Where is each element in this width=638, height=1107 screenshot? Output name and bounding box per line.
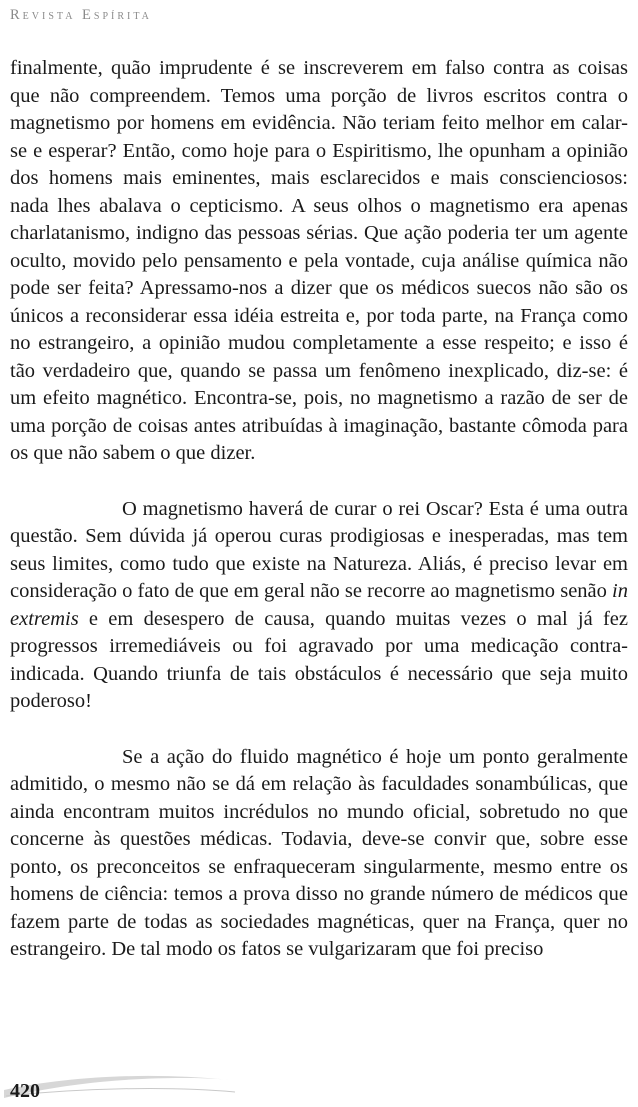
paragraph-2-before: O magnetismo haverá de curar o rei Oscar? Esta é uma outra questão. Sem dúvida já operou curas prodigiosas e inesperadas, mas tem seus limites, como tudo que existe na Natureza. Aliás, é preciso levar em consideração o fato de que em geral não se recorre ao magnetismo senão [10,497,628,602]
body-text [10,55,628,964]
paragraph-2 [10,496,628,716]
emphasis-in-extremis: in extremis [10,580,628,630]
page-number: 420 [10,1080,40,1102]
paragraph-3: Se a ação do fluido magnético é hoje um ponto geralmente admitido, o mesmo não se dá em relação às faculdades sonambúlicas, que ainda encontram muitos incrédulos no mundo oficial, sobretudo no que concerne às questões médicas. Todavia, deve-se convir que, sobre esse ponto, os preconceitos se enfraqueceram singularmente, mesmo entre os homens de ciência: temos a prova disso no grande número de médicos que fazem parte de todas as sociedades magnéticas, quer na França, quer no estrangeiro. De tal modo os fatos se vulgarizaram que foi preciso [10,745,628,960]
page-footer [0,1066,638,1107]
paragraph-2-after: e em desespero de causa, quando muitas vezes o mal já fez progressos irremediáveis ou foi agravado por uma medicação contra-indicada. Quando triunfa de tais obstáculos é necessário que seja muito poderoso! [10,607,628,712]
paragraph-1: finalmente, quão imprudente é se inscreverem em falso contra as coisas que não compreendem. Temos uma porção de livros escritos contra o magnetismo por homens em evidência. Não teriam feito melhor em calar-se e esperar? Então, como hoje para o Espiritismo, lhe opunham a opinião dos homens mais eminentes, mais esclarecidos e mais conscienciosos: nada lhes abalava o cepticismo. A seus olhos o magnetismo era apenas charlatanismo, indigno das pessoas sérias. Que ação poderia ter um agente oculto, movido pelo pensamento e pela vontade, cuja análise química não pode ser feita? Apressamo-nos a dizer que os médicos suecos não são os únicos a reconsiderar essa idéia estreita e, por toda parte, na França como no estrangeiro, a opinião mudou completamente a esse respeito; e isso é tão verdadeiro que, quando se passa um fenômeno inexplicado, diz-se: é um efeito magnético. Encontra-se, pois, no magnetismo a razão de ser de uma porção de coisas antes atribuídas à imaginação, bastante cômoda para os que não sabem o que dizer. [10,57,628,464]
running-header: Revista Espírita [10,7,152,23]
footer-swoosh-ornament [0,1066,638,1107]
